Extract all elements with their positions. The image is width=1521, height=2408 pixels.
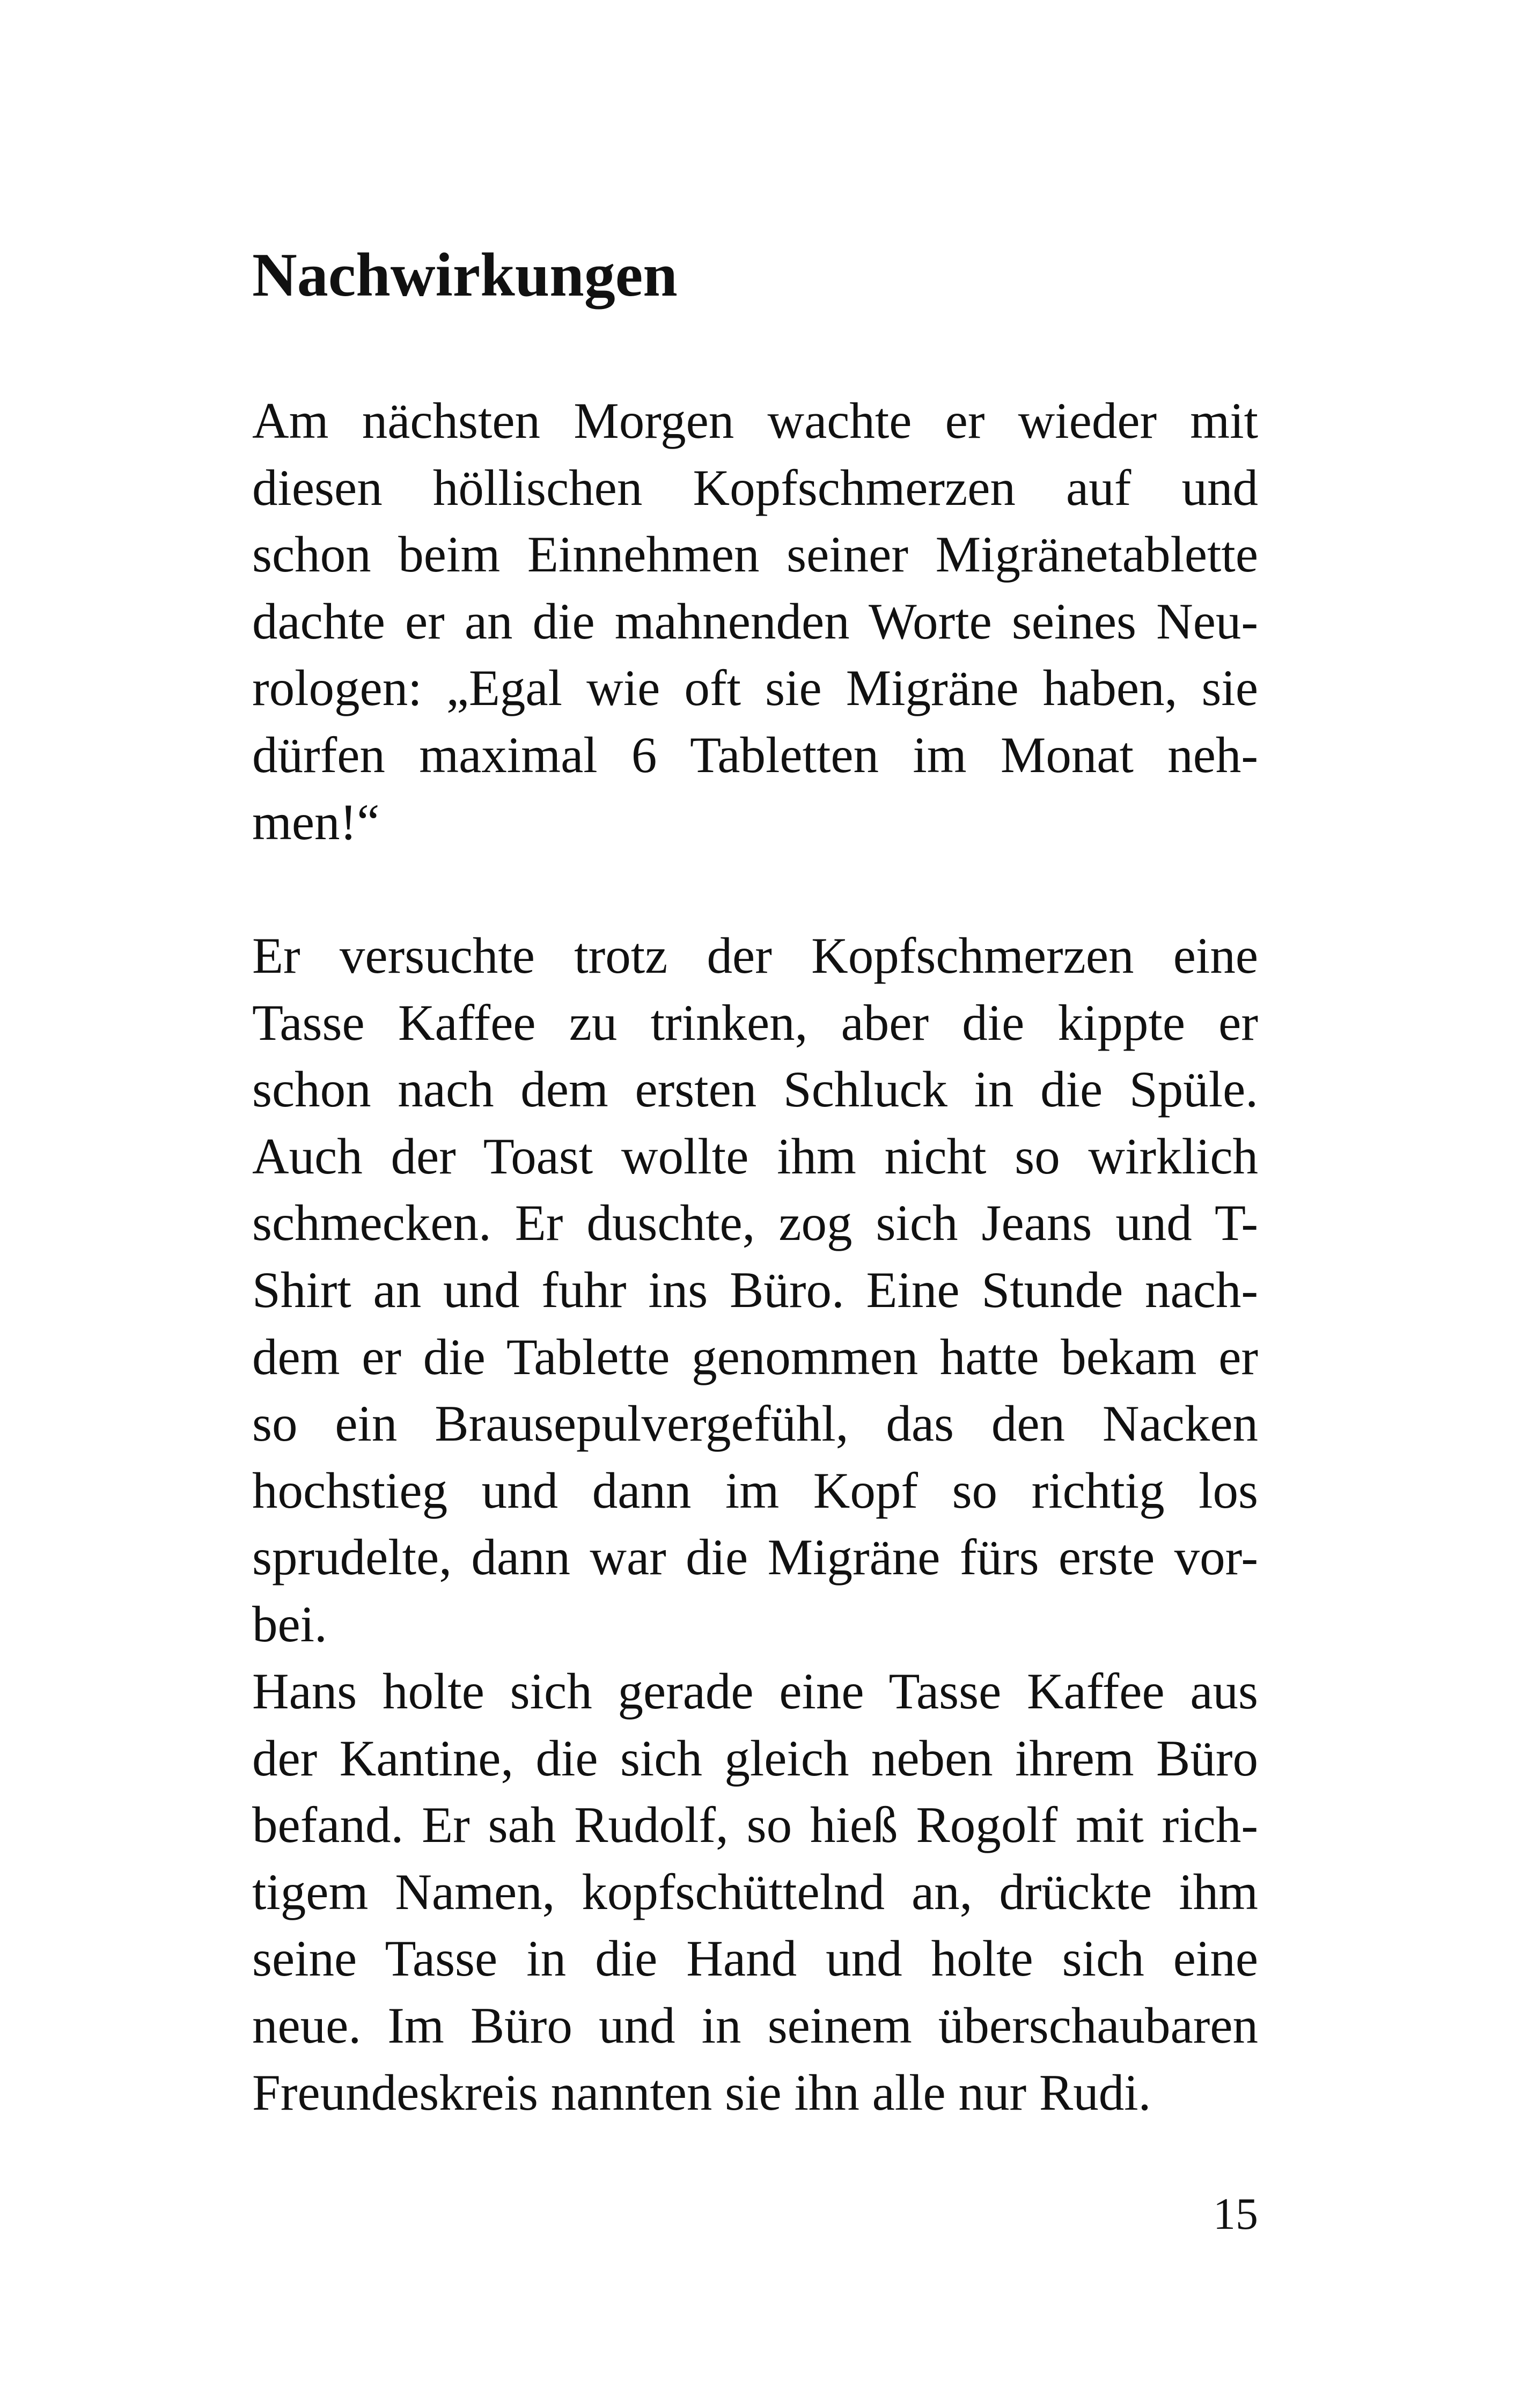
text-line: schmecken. Er duschte, zog sich Jeans und T- (252, 1194, 1258, 1252)
text-line: Freundeskreis nannten sie ihn alle nur Rudi. (252, 2064, 1151, 2121)
text-line: men!“ (252, 793, 380, 850)
text-line: Tasse Kaffee zu trinken, aber die kippte er (252, 994, 1258, 1051)
text-line: schon nach dem ersten Schluck in die Spüle. (252, 1061, 1258, 1118)
text-line: sprudelte, dann war die Migräne fürs erste vor- (252, 1529, 1258, 1586)
text-line: Hans holte sich gerade eine Tasse Kaffee aus (252, 1663, 1258, 1720)
text-line: dachte er an die mahnenden Worte seines Neu- (252, 592, 1258, 650)
chapter-title: Nachwirkungen (252, 241, 678, 310)
text-line: diesen höllischen Kopfschmerzen auf und (252, 459, 1258, 516)
text-line: dem er die Tablette genommen hatte bekam er (252, 1328, 1258, 1385)
paragraph-1 (252, 387, 1258, 855)
paragraph-3 (252, 1658, 1258, 2126)
text-line: tigem Namen, kopfschüttelnd an, drückte ihm (252, 1863, 1258, 1920)
page-number: 15 (1213, 2189, 1258, 2239)
text-line: neue. Im Büro und in seinem überschaubaren (252, 1996, 1258, 2054)
text-line: Er versuchte trotz der Kopfschmerzen eine (252, 927, 1258, 984)
text-line: befand. Er sah Rudolf, so hieß Rogolf mit rich- (252, 1796, 1258, 1854)
text-line: schon beim Einnehmen seiner Migränetablette (252, 526, 1258, 583)
text-line: dürfen maximal 6 Tabletten im Monat neh- (252, 726, 1258, 783)
text-line: rologen: „Egal wie oft sie Migräne haben, sie (252, 659, 1258, 717)
text-line: bei. (252, 1595, 327, 1653)
text-line: Auch der Toast wollte ihm nicht so wirklich (252, 1127, 1258, 1185)
paragraph-2 (252, 922, 1258, 1658)
text-line: Am nächsten Morgen wachte er wieder mit (252, 392, 1258, 449)
text-line: hochstieg und dann im Kopf so richtig los (252, 1462, 1258, 1519)
text-line: so ein Brausepulvergefühl, das den Nacken (252, 1395, 1258, 1452)
text-line: Shirt an und fuhr ins Büro. Eine Stunde nach- (252, 1261, 1258, 1318)
text-line: seine Tasse in die Hand und holte sich eine (252, 1930, 1258, 1987)
text-line: der Kantine, die sich gleich neben ihrem Büro (252, 1729, 1258, 1787)
